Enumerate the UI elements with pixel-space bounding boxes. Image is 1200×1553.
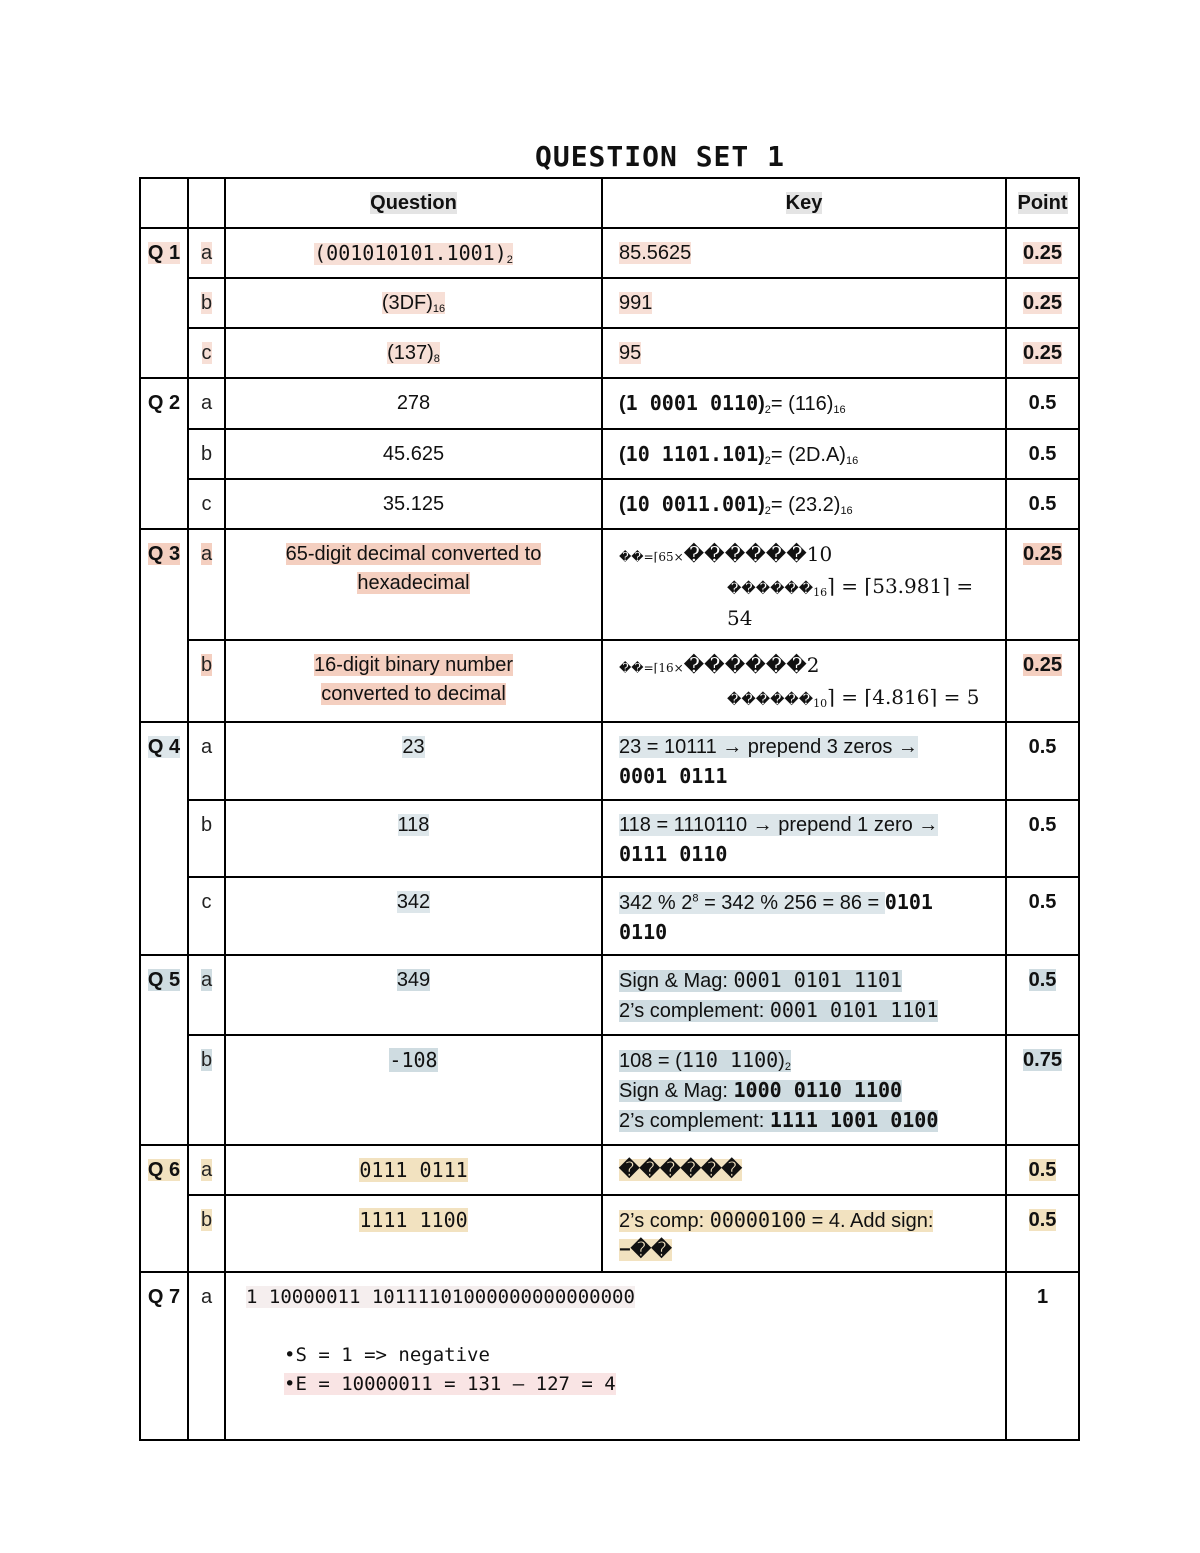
key-cell: 2’s comp: 00000100 = 4. Add sign: −��	[602, 1195, 1006, 1272]
key-cell: (10 $0011.001)_2= (23.2)_{16}$	[602, 479, 1006, 529]
question-cell: $(3DF)_{16}$	[225, 278, 602, 328]
sub-label: a	[188, 1272, 225, 1440]
sub-label: a	[188, 955, 225, 1035]
question-cell: 16-digit binary number converted to decimal	[225, 640, 602, 722]
table-row	[140, 1035, 1079, 1145]
point-cell: 0.5	[1006, 1145, 1079, 1195]
point-cell: 0.5	[1006, 1195, 1079, 1272]
question-cell: $(001010101.1001)_2$	[225, 228, 602, 278]
point-cell: 0.5	[1006, 429, 1079, 479]
point-cell: 0.25	[1006, 228, 1079, 278]
sub-label: b	[188, 800, 225, 877]
header-row	[140, 178, 1079, 228]
page-title: QUESTION SET 1	[534, 140, 785, 173]
table-row	[140, 800, 1079, 877]
sub-label: a	[188, 722, 225, 800]
question-cell: 23	[225, 722, 602, 800]
table-row	[140, 378, 1079, 429]
header-empty-q	[140, 178, 188, 228]
sub-label: b	[188, 1195, 225, 1272]
table-row	[140, 228, 1079, 278]
table-row	[140, 877, 1079, 955]
point-cell: 0.5	[1006, 722, 1079, 800]
table-row	[140, 328, 1079, 378]
point-cell: 0.25	[1006, 328, 1079, 378]
question-number: Q 5	[140, 955, 188, 1145]
answer-key-table	[139, 177, 1080, 1441]
point-cell: 0.25	[1006, 529, 1079, 640]
sub-label: a	[188, 529, 225, 640]
key-cell: (1 0001 $0110)_2= (116)_{16}$	[602, 378, 1006, 429]
table-row	[140, 479, 1079, 529]
sub-label: c	[188, 479, 225, 529]
question-cell: 65-digit decimal converted to hexadecimal	[225, 529, 602, 640]
point-cell: 0.5	[1006, 378, 1079, 429]
question-number: Q 7	[140, 1272, 188, 1440]
sub-label: b	[188, 429, 225, 479]
sub-label: c	[188, 877, 225, 955]
key-cell: (10 $1101.101)_2= (2D.A)_{16}$	[602, 429, 1006, 479]
bullet-exponent: •E = 10000011 = 131 – 127 = 4	[284, 1373, 616, 1395]
question-number: Q 2	[140, 378, 188, 529]
sub-label: b	[188, 1035, 225, 1145]
point-cell: 0.5	[1006, 479, 1079, 529]
table-row	[140, 640, 1079, 722]
question-cell: 118	[225, 800, 602, 877]
point-cell: 0.75	[1006, 1035, 1079, 1145]
sub-label: a	[188, 1145, 225, 1195]
table-row	[140, 278, 1079, 328]
question-cell: 45.625	[225, 429, 602, 479]
question-cell: 1111 1100	[225, 1195, 602, 1272]
table-row	[140, 955, 1079, 1035]
sub-label: b	[188, 640, 225, 722]
bullet-sign: •S = 1 => negative	[284, 1344, 490, 1366]
table-row	[140, 529, 1079, 640]
key-cell: ������	[602, 1145, 1006, 1195]
key-cell: 85.5625	[602, 228, 1006, 278]
question-number: Q 6	[140, 1145, 188, 1272]
question-cell: 278	[225, 378, 602, 429]
question-number: Q 1	[140, 228, 188, 378]
point-cell: 0.5	[1006, 955, 1079, 1035]
sub-label: a	[188, 228, 225, 278]
table-row	[140, 429, 1079, 479]
header-point: Point	[1006, 178, 1079, 228]
header-question: Question	[225, 178, 602, 228]
key-cell: ��=⌈65×������10 $������_{16}⌉$ = ⌈53.981⌉ = 54	[602, 529, 1006, 640]
key-cell: Sign & Mag: 0001 0101 1101 2’s complement: 0001 0101 1101	[602, 955, 1006, 1035]
sub-label: b	[188, 278, 225, 328]
question-cell: 349	[225, 955, 602, 1035]
key-cell: 23 = 10111 → prepend 3 zeros → 0001 0111	[602, 722, 1006, 800]
table-row	[140, 1272, 1079, 1440]
sub-label: a	[188, 378, 225, 429]
question-cell: $(137)_8$	[225, 328, 602, 378]
point-cell: 0.25	[1006, 278, 1079, 328]
sub-label: c	[188, 328, 225, 378]
point-cell: 1	[1006, 1272, 1079, 1440]
key-cell: 991	[602, 278, 1006, 328]
header-key: Key	[602, 178, 1006, 228]
point-cell: 0.25	[1006, 640, 1079, 722]
key-cell: 108 = (110 $1100)_2$ Sign & Mag: 1000 0110 1100 2’s complement: 1111 1001 0100	[602, 1035, 1006, 1145]
table-row	[140, 722, 1079, 800]
key-cell: ��=⌈16×������2 $������_{10}⌉$ = ⌈4.816⌉ = 5	[602, 640, 1006, 722]
question-cell: 0111 0111	[225, 1145, 602, 1195]
header-empty-sub	[188, 178, 225, 228]
point-cell: 0.5	[1006, 877, 1079, 955]
question-cell: -108	[225, 1035, 602, 1145]
question-key-cell: 1 10000011 10111101000000000000000 •S = 1 => negative •E = 10000011 = 131 – 127 = 4	[225, 1272, 1006, 1440]
key-cell: 342 % $2^8 = 342$ % 256 = 86 = 0101 0110	[602, 877, 1006, 955]
question-cell: 35.125	[225, 479, 602, 529]
table-row	[140, 1145, 1079, 1195]
key-cell: 95	[602, 328, 1006, 378]
question-number: Q 3	[140, 529, 188, 722]
question-cell: 342	[225, 877, 602, 955]
question-number: Q 4	[140, 722, 188, 955]
table-row	[140, 1195, 1079, 1272]
point-cell: 0.5	[1006, 800, 1079, 877]
key-cell: 118 = 1110110 → prepend 1 zero → 0111 0110	[602, 800, 1006, 877]
